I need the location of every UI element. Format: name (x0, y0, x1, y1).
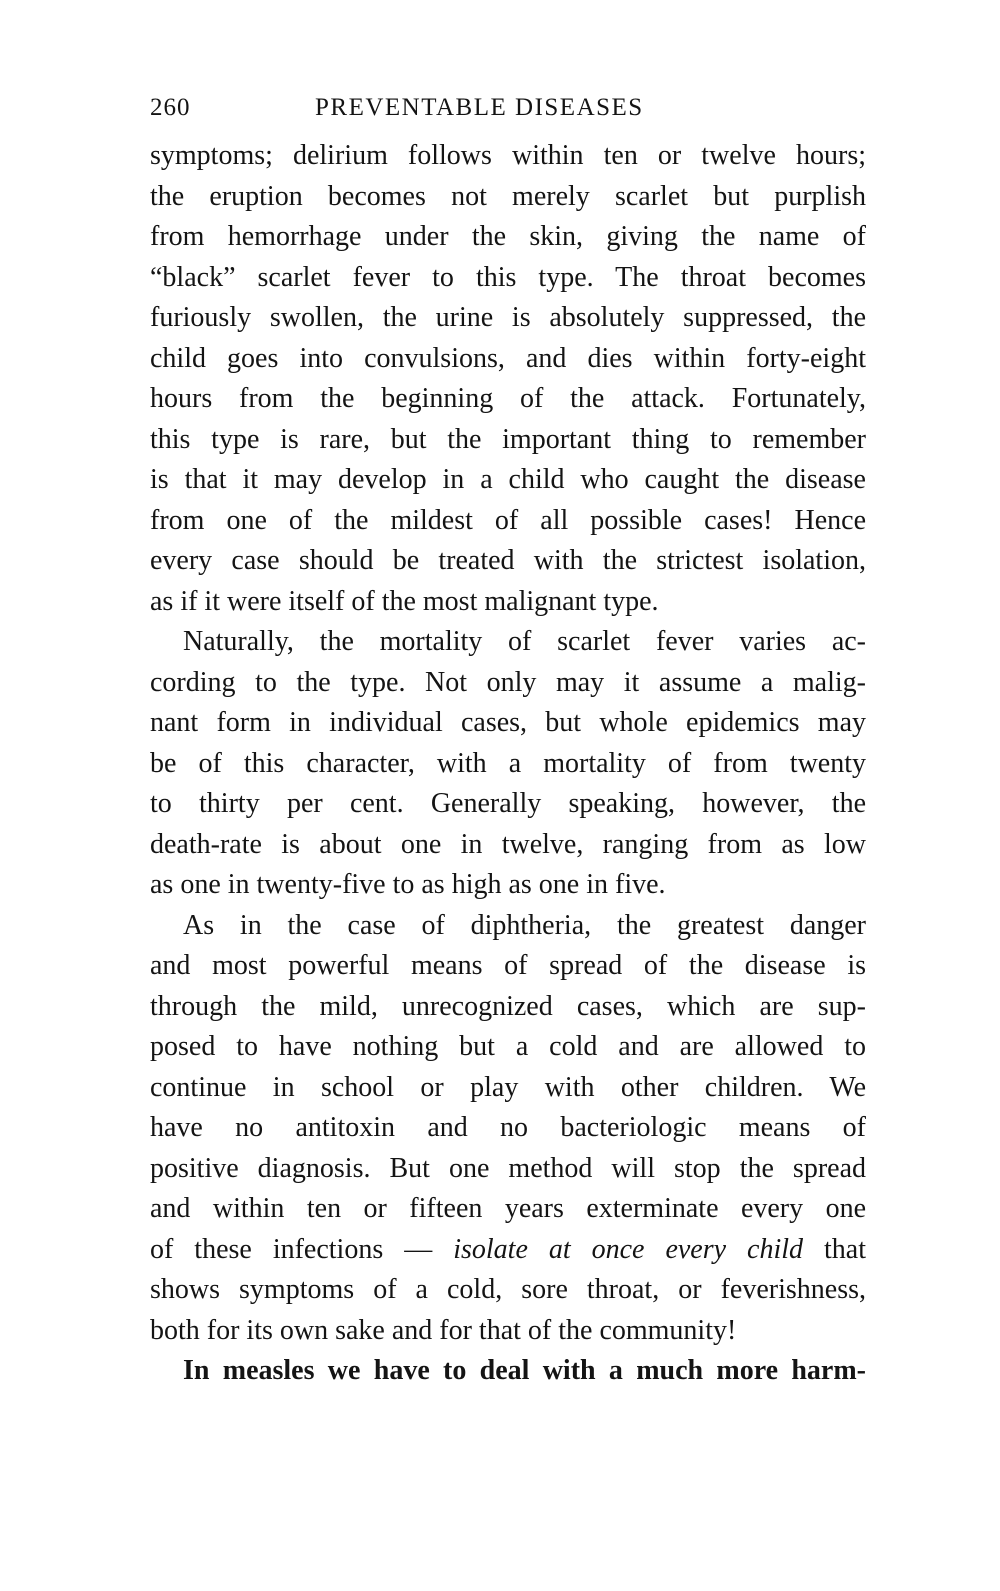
text-line: symptoms; delirium follows within ten or twelve hours; (150, 140, 866, 171)
text-line: Naturally, the mortality of scarlet fever varies ac- (183, 626, 866, 657)
text-line: furiously swollen, the urine is absolutely suppressed, the (150, 302, 866, 333)
text-line: and most powerful means of spread of the disease is (150, 950, 866, 981)
text-line: is that it may develop in a child who caught the disease (150, 464, 866, 495)
text-line: to thirty per cent. Generally speaking, however, the (150, 788, 866, 819)
paragraph-2 (150, 622, 866, 906)
text-line: both for its own sake and for that of the community! (150, 1314, 737, 1346)
text-line: cording to the type. Not only may it assume a malig- (150, 666, 866, 698)
text-line: have no antitoxin and no bacteriologic means of (150, 1112, 866, 1143)
text-line: child goes into convulsions, and dies within forty-eight (150, 342, 866, 374)
running-head (150, 94, 866, 136)
text-line: every case should be treated with the strictest isolation, (150, 545, 866, 576)
text-line: “black” scarlet fever to this type. The throat becomes (150, 261, 866, 293)
text-fragment: that (824, 1233, 867, 1265)
paragraph-1 (150, 136, 866, 622)
text-line: posed to have nothing but a cold and are allowed to (150, 1031, 866, 1062)
text-line: from hemorrhage under the skin, giving the name of (150, 221, 866, 252)
text-line: As in the case of diphtheria, the greatest danger (183, 909, 866, 941)
book-page (150, 94, 866, 1392)
text-line: as one in twenty-five to as high as one in five. (150, 869, 666, 900)
text-line: and within ten or fifteen years exterminate every one (150, 1193, 866, 1224)
text-line: In measles we have to deal with a much more harm- (183, 1355, 866, 1386)
emphasis-line (150, 1230, 866, 1271)
text-line: as if it were itself of the most malignant type. (150, 585, 659, 617)
text-line: shows symptoms of a cold, sore throat, or feverishness, (150, 1274, 866, 1305)
paragraph-3 (150, 906, 866, 1352)
page-number: 260 (150, 94, 191, 121)
paragraph-4 (150, 1351, 866, 1392)
text-line: death-rate is about one in twelve, ranging from as low (150, 828, 866, 860)
text-line: the eruption becomes not merely scarlet but purplish (150, 180, 866, 212)
text-line: this type is rare, but the important thing to remember (150, 423, 866, 455)
text-line: nant form in individual cases, but whole epidemics may (150, 707, 866, 738)
text-line: through the mild, unrecognized cases, which are sup- (150, 990, 866, 1022)
text-fragment: of these infections — (150, 1233, 433, 1265)
text-line: hours from the beginning of the attack. Fortunately, (150, 383, 866, 414)
text-line: continue in school or play with other children. We (150, 1071, 866, 1103)
text-line: positive diagnosis. But one method will stop the spread (150, 1152, 866, 1184)
text-line: be of this character, with a mortality of from twenty (150, 747, 866, 779)
italic-emphasis: isolate at once every child (453, 1233, 804, 1265)
text-line: from one of the mildest of all possible cases! Hence (150, 504, 866, 536)
running-title: PREVENTABLE DISEASES (315, 94, 644, 121)
